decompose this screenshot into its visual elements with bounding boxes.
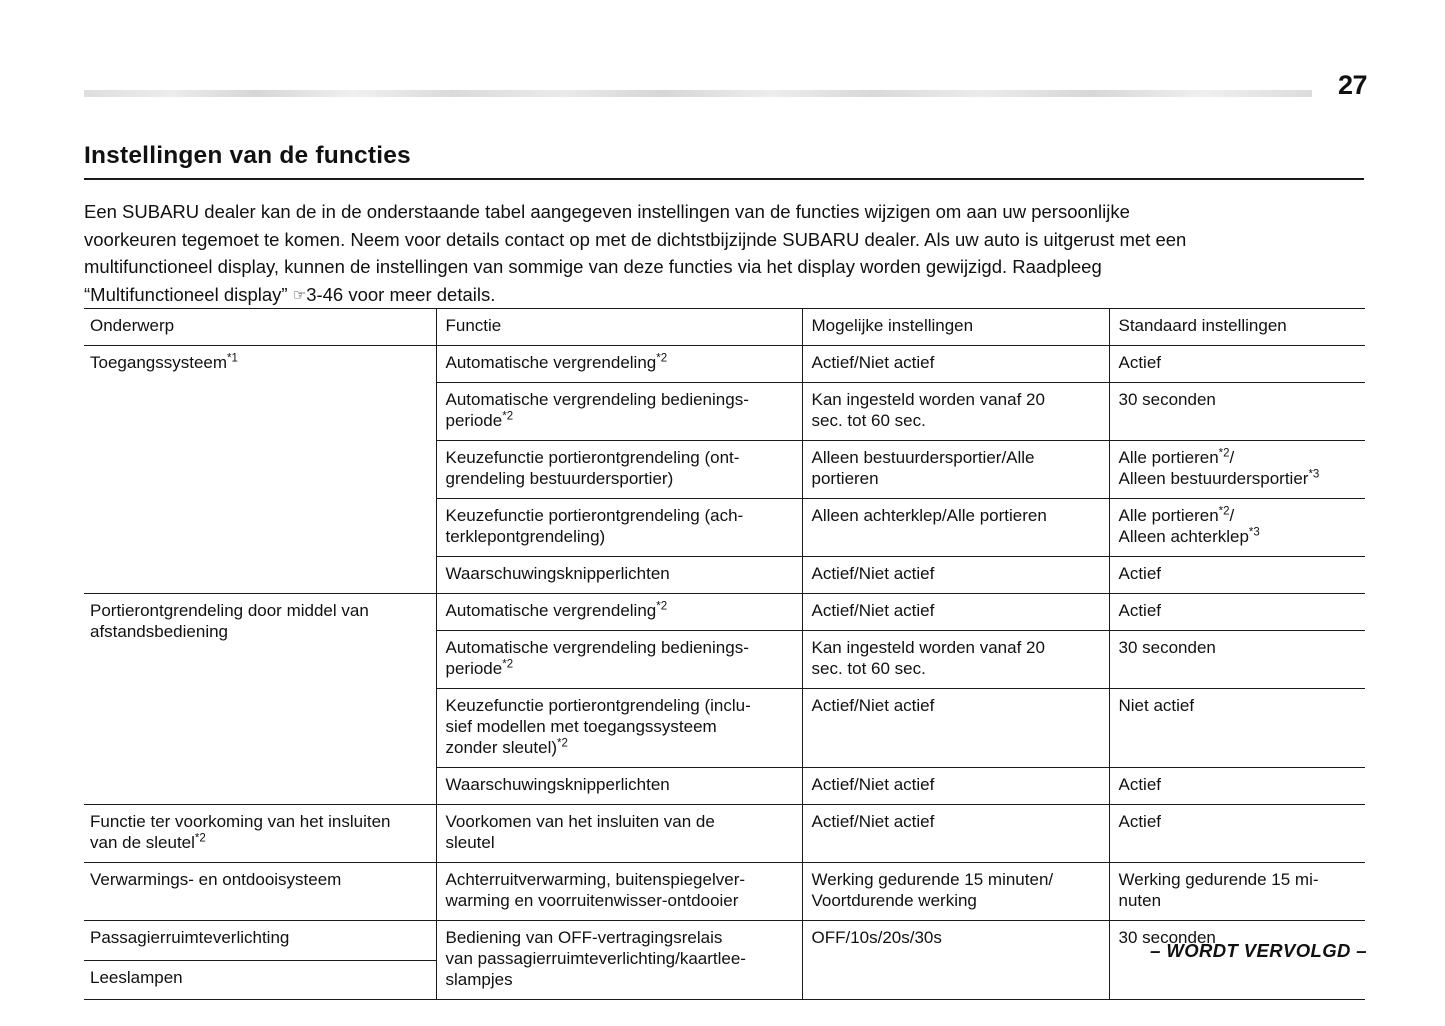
function-settings-table-wrapper — [84, 308, 1365, 1000]
cell-onderwerp: Verwarmings- en ontdooisysteem — [84, 863, 436, 921]
footnote-reference: *3 — [1308, 468, 1320, 481]
cell-standaard-instellingen: Actief — [1109, 805, 1365, 863]
footnote-reference: *2 — [1218, 447, 1230, 460]
table-row — [84, 805, 1365, 863]
footnote-reference: *2 — [194, 832, 206, 845]
intro-line-3: multifunctioneel display, kunnen de instellingen van sommige van deze functies via het display worden gewijzigd. Raadpleeg — [84, 256, 1102, 277]
footnote-reference: *3 — [1248, 526, 1260, 539]
cell-mogelijke-instellingen: Kan ingesteld worden vanaf 20 sec. tot 60 sec. — [802, 383, 1109, 441]
cell-functie: Bediening van OFF-vertragingsrelais van passagierruimteverlichting/kaartlee- slampjes — [436, 921, 802, 1000]
cell-functie: Automatische vergrendeling$^{*2}$ — [436, 346, 802, 383]
intro-paragraph — [84, 198, 1365, 309]
column-header-onderwerp: Onderwerp — [84, 309, 436, 346]
cell-mogelijke-instellingen: Actief/Niet actief — [802, 805, 1109, 863]
column-header-mogelijke-instellingen: Mogelijke instellingen — [802, 309, 1109, 346]
page-number: 27 — [1337, 70, 1367, 100]
footnote-reference: *2 — [502, 410, 514, 423]
column-header-standaard-instellingen: Standaard instellingen — [1109, 309, 1365, 346]
cell-onderwerp: Toegangssysteem$^{*1}$ — [84, 346, 436, 594]
cell-onderwerp: Passagierruimteverlichting — [84, 921, 436, 961]
cell-functie: Automatische vergrendeling$^{*2}$ — [436, 594, 802, 631]
cell-mogelijke-instellingen: Alleen bestuurdersportier/Alle portieren — [802, 441, 1109, 499]
cell-functie: Automatische vergrendeling bedienings- periode$^{*2}$ — [436, 383, 802, 441]
cell-onderwerp: Functie ter voorkoming van het insluiten van de sleutel$^{*2}$ — [84, 805, 436, 863]
cell-mogelijke-instellingen: Werking gedurende 15 minuten/ Voortdurende werking — [802, 863, 1109, 921]
table-row — [84, 863, 1365, 921]
footnote-reference: *2 — [656, 352, 668, 365]
cell-functie: Automatische vergrendeling bedienings- periode$^{*2}$ — [436, 631, 802, 689]
cell-standaard-instellingen: Actief — [1109, 594, 1365, 631]
cell-standaard-instellingen: Actief — [1109, 768, 1365, 805]
cell-onderwerp: Leeslampen — [84, 960, 436, 1000]
footnote-reference: *1 — [227, 352, 238, 365]
cell-standaard-instellingen: Alle portieren$^{*2}$/ Alleen bestuurdersportier$^{*3}$ — [1109, 441, 1365, 499]
function-settings-table — [84, 308, 1365, 1000]
intro-line-1: Een SUBARU dealer kan de in de onderstaande tabel aangegeven instellingen van de functies wijzigen om aan uw persoonlijke — [84, 201, 1130, 222]
cell-standaard-instellingen: 30 seconden — [1109, 631, 1365, 689]
table-row — [84, 346, 1365, 383]
cell-standaard-instellingen: Actief — [1109, 346, 1365, 383]
cell-standaard-instellingen: Actief — [1109, 557, 1365, 594]
cell-mogelijke-instellingen: Actief/Niet actief — [802, 346, 1109, 383]
cell-mogelijke-instellingen: OFF/10s/20s/30s — [802, 921, 1109, 1000]
intro-line-4 — [84, 281, 1365, 310]
cell-standaard-instellingen: 30 seconden — [1109, 383, 1365, 441]
footnote-reference: *2 — [557, 737, 568, 750]
cell-mogelijke-instellingen: Kan ingesteld worden vanaf 20 sec. tot 60 sec. — [802, 631, 1109, 689]
table-header-row — [84, 309, 1365, 346]
intro-reference-label: “Multifunctioneel display” — [84, 283, 288, 305]
cell-mogelijke-instellingen: Actief/Niet actief — [802, 557, 1109, 594]
column-header-functie: Functie — [436, 309, 802, 346]
cell-standaard-instellingen: Werking gedurende 15 mi- nuten — [1109, 863, 1365, 921]
cell-mogelijke-instellingen: Actief/Niet actief — [802, 689, 1109, 768]
cell-standaard-instellingen: Niet actief — [1109, 689, 1365, 768]
cell-functie: Keuzefunctie portierontgrendeling (ont- grendeling bestuurdersportier) — [436, 441, 802, 499]
footnote-reference: *2 — [1218, 505, 1230, 518]
cell-onderwerp: Portierontgrendeling door middel van afstandsbediening — [84, 594, 436, 805]
cell-functie: Keuzefunctie portierontgrendeling (inclu- sief modellen met toegangssysteem zonder sleutel)$^{*2}$ — [436, 689, 802, 768]
pointing-hand-icon: ☞ — [292, 286, 306, 304]
footer-note: – WORDT VERVOLGD – — [1150, 940, 1367, 961]
intro-reference-target: 3-46 voor meer details. — [306, 283, 496, 305]
cell-functie: Achterruitverwarming, buitenspiegelver- warming en voorruitenwisser-ontdooier — [436, 863, 802, 921]
heading-underline — [84, 178, 1364, 180]
table-row — [84, 594, 1365, 631]
cell-mogelijke-instellingen: Alleen achterklep/Alle portieren — [802, 499, 1109, 557]
intro-line-2: voorkeuren tegemoet te komen. Neem voor details contact op met de dichtstbijzijnde SUBARU dealer. Als uw auto is uitgerust met een — [84, 228, 1187, 250]
cell-mogelijke-instellingen: Actief/Niet actief — [802, 594, 1109, 631]
cell-functie: Voorkomen van het insluiten van de sleutel — [436, 805, 802, 863]
cell-standaard-instellingen: Alle portieren$^{*2}$/ Alleen achterklep$^{*3}$ — [1109, 499, 1365, 557]
cell-functie: Waarschuwingsknipperlichten — [436, 768, 802, 805]
cell-mogelijke-instellingen: Actief/Niet actief — [802, 768, 1109, 805]
cell-functie: Keuzefunctie portierontgrendeling (ach- terklepontgrendeling) — [436, 499, 802, 557]
cell-standaard-instellingen: 30 seconden — [1109, 921, 1365, 1000]
page-title: Instellingen van de functies — [84, 142, 411, 169]
table-body — [84, 346, 1365, 1000]
cell-functie: Waarschuwingsknipperlichten — [436, 557, 802, 594]
footnote-reference: *2 — [502, 658, 514, 671]
scan-artifact-band — [84, 90, 1312, 97]
footnote-reference: *2 — [656, 600, 668, 613]
